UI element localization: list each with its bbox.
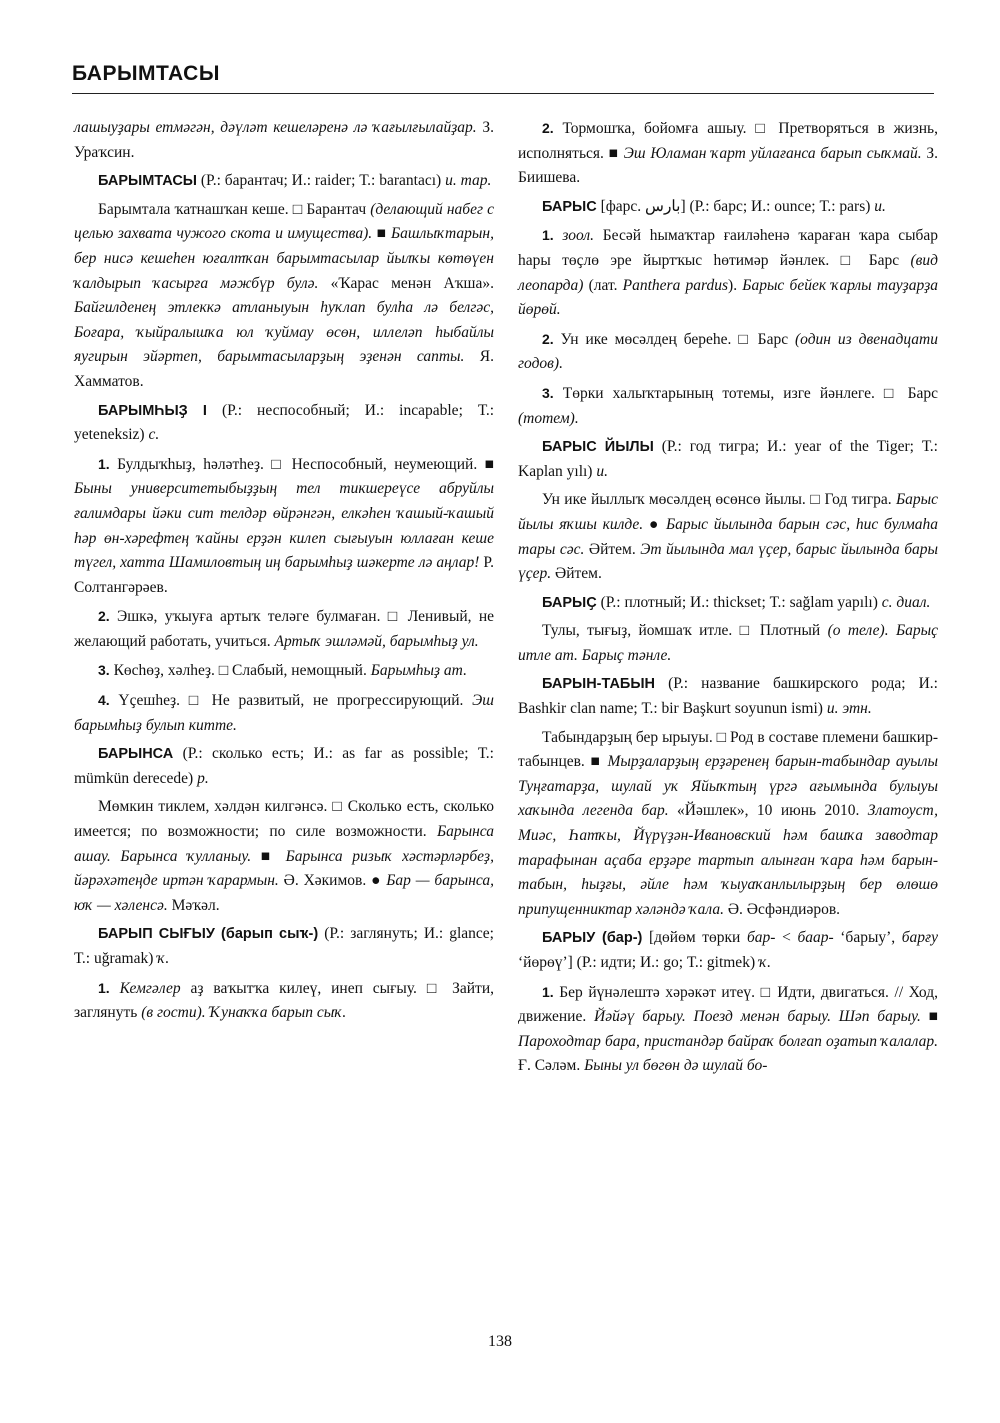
page-number: 138 [488, 1333, 512, 1350]
headword: БАРЫМҺЫҘ I [98, 402, 207, 419]
header-rule [72, 93, 934, 94]
sense-1: 1. Булдыҡһыҙ, һәләтһеҙ. □ Неспособный, неумеющий. ■ Быны университетыбыҙҙың тел тикшереүсе абруйлы ғалимдары йәки сит телдәр өйрәнгән, елкәһен ҡашый-ҡашый һәр өн-хәрефтең ҡайны ерҙән килеп сығыуын юллаған кеше түгел, хатта Шамиловтың иң барымһыҙ шәкерте лә аңлар! Р. Солтангәрәев. [74, 455, 494, 596]
entry-barymtasy: БАРЫМТАСЫ (Р.: барантач; И.: raider; Т.: barantacı) и. тар. [98, 172, 492, 190]
definition: Барымтала ҡатнашҡан кеше. □ Барантач (делающий набег с целью захвата чужого скота и имущества). ■ Башлыҡтарын, бер нисә кешеһен юғалтҡан барымтасылар йылҡы көтөүен ҡалдырып ҡасырға мәжбүр булә. «Ҡарас менән Аҡша». Байгилденең этлеккә атланыуын һуҡлап булһа лә белгәс, Боғара, ҡыйралышҡа юл ҡуймау өсөн, иллеләп һыбайлы яугирын эйәртеп, барымтасыларҙың эҙенән сапты. Я. Хамматов. [74, 200, 495, 390]
definition: Мөмкин тиклем, хәлдән килгәнсә. □ Сколько есть, сколько имеется; по возможности; по силе возможности. Барынса ашау. Барынса ҡулланыу. ■ Барынса ризыҡ хәстәрләрбеҙ, йәрәхәтеңде иртән ҡарармын. Ә. Хәкимов. ● Бар — барынса, юҡ — хәленсә. Мәҡәл. [74, 798, 494, 914]
sense-1: 1. Кемгәлер аҙ ваҡытҡа килеү, инеп сығыу. □ Зайти, заглянуть (в гости). Ҡунаҡҡа барып сыҡ. [74, 979, 494, 1022]
entry-barys: БАРЫС [фарс. بارس] (Р.: барс; И.: ounce; Т.: pars) и. [542, 197, 886, 215]
headword: БАРЫУ (бар-) [542, 930, 643, 947]
definition: Ун ике йыллыҡ мөсәлдең өсөнсө йылы. □ Год тигра. Барыс йылы яҡшы килде. ● Барыс йылында барын сәс, һис булмаһа тары сәс. Әйтем. Эт йылында мал үҫер, барыс йылында бары үҫер. Әйтем. [518, 491, 938, 583]
sense-3: 3. Төрки халыҡтарының тотемы, изге йәнлеге. □ Барс (тотем). [518, 384, 938, 427]
sense-2: 2. Тормошҡа, бойомға ашыу. □ Претворяться в жизнь, исполняться. ■ Эш Юламан ҡарт уйлағанса барып сыҡмай. З. Биишева. [518, 120, 938, 187]
entry-baryu: БАРЫУ (бар-) [дөйөм төрки бар- < баар- ‘барыу’, барғу ‘йөрөү’] (Р.: идти; И.: go; Т.: gitmek) ҡ. [518, 929, 938, 971]
headword: БАРЫС ЙЫЛЫ [542, 439, 654, 456]
sense-3: 3. Көсһөҙ, хәлһеҙ. □ Слабый, немощный. Барымһыҙ ат. [98, 662, 467, 680]
left-column [74, 116, 494, 1030]
entry-baryn-tabyn: БАРЫН-ТАБЫН (Р.: название башкирского рода; И.: Bashkir clan name; Т.: bir Başkurt soyunun ismi) и. этн. [518, 675, 938, 718]
sense-2: 2. Эшкә, уҡыуға артыҡ теләге булмаған. □ Ленивый, не желающий работать, учиться. Артыҡ эшләмәй, барымһыҙ ул. [74, 608, 494, 650]
sense-1: 1. Бер йүнәлештә хәрәкәт итеү. □ Идти, двигаться. // Ход, движение. Йәйәү барыу. Поезд менән барыу. Шәп барыу. ■ Пароходтар бара, пристандәр байраҡ болғап оҙатып ҡалалар. Ғ. Сәләм. Быны ул бөгөн дә шулай бо- [518, 983, 938, 1075]
headword: БАРЫНСА [98, 746, 174, 763]
right-column [518, 116, 938, 1083]
headword: БАРЫН-ТАБЫН [542, 676, 656, 693]
definition: Тулы, тығыҙ, йомшаҡ итле. □ Плотный (о теле). Барыҫ итле ат. Барыҫ тәнле. [518, 622, 938, 664]
headword: БАРЫМТАСЫ [98, 173, 198, 190]
sense-2: 2. Ун ике мөсәлдең береһе. □ Барс (один из двенадцати годов). [518, 330, 938, 373]
headword: БАРЫС [542, 198, 597, 215]
headword: БАРЫҪ [542, 594, 597, 611]
entry-barys-yily: БАРЫС ЙЫЛЫ (Р.: год тигра; И.: year of the Tiger; Т.: Kaplan yılı) и. [518, 438, 938, 480]
sense-4: 4. Үҫешһеҙ. □ Не развитый, не прогрессирующий. Эш барымһыҙ булып китте. [74, 692, 494, 734]
running-header: БАРЫМТАСЫ [72, 62, 220, 85]
entry-barys-plotny: БАРЫҪ (Р.: плотный; И.: thickset; Т.: sağlam yapılı) с. диал. [542, 593, 931, 611]
entry-baryp-syghyu: БАРЫП СЫҒЫУ (барып сыҡ-) (Р.: заглянуть; И.: glance; Т.: uğramak) ҡ. [74, 925, 494, 967]
entry-barynsa: БАРЫНСА (Р.: сколько есть; И.: as far as possible; Т.: mümkün derecede) р. [74, 745, 494, 787]
sense-1: 1. зоол. Бесәй һымаҡтар ғаиләһенә ҡараған ҡара сыбар һары төҫлө эре йыртҡыс һөтимәр йәнлек. □ Барс (вид леопарда) (лат. Panthera pardus). Барыс бейек ҡарлы тауҙарҙа йөрөй. [518, 227, 939, 319]
definition: Табындарҙың бер ырыуы. □ Род в составе племени башкир-табынцев. ■ Мырҙаларҙың ерҙәренең барын-табындар ауылы Туңғатарҙа, шулай уҡ Яйыҡтың үргә ағымында булыуы хаҡында легенда бар. «Йәшлек», 10 июнь 2010. Златоуст, Миәс, Һатҡы, Йүрүҙән-Ивановский һәм башҡа заводтар тарафынан аҫаба ерҙәре тартып алынған ҡара һәм барын-табын, һыҙғы, әйле һәм ҡыуаҡанлылырҙың бер өлөшө припущенниктар хәләндә ҡала. Ә. Әсфәндиәров. [518, 728, 938, 918]
entry-barymhyz: БАРЫМҺЫҘ I (Р.: неспособный; И.: incapable; Т.: yeteneksiz) с. [74, 401, 494, 444]
entry-continuation: лашыуҙары етмәгән, дәүләт кешеләренә лә ҡағылғылайҙар. З. Ураҡсин. [74, 119, 495, 161]
headword: БАРЫП СЫҒЫУ (барып сыҡ-) [98, 926, 319, 943]
